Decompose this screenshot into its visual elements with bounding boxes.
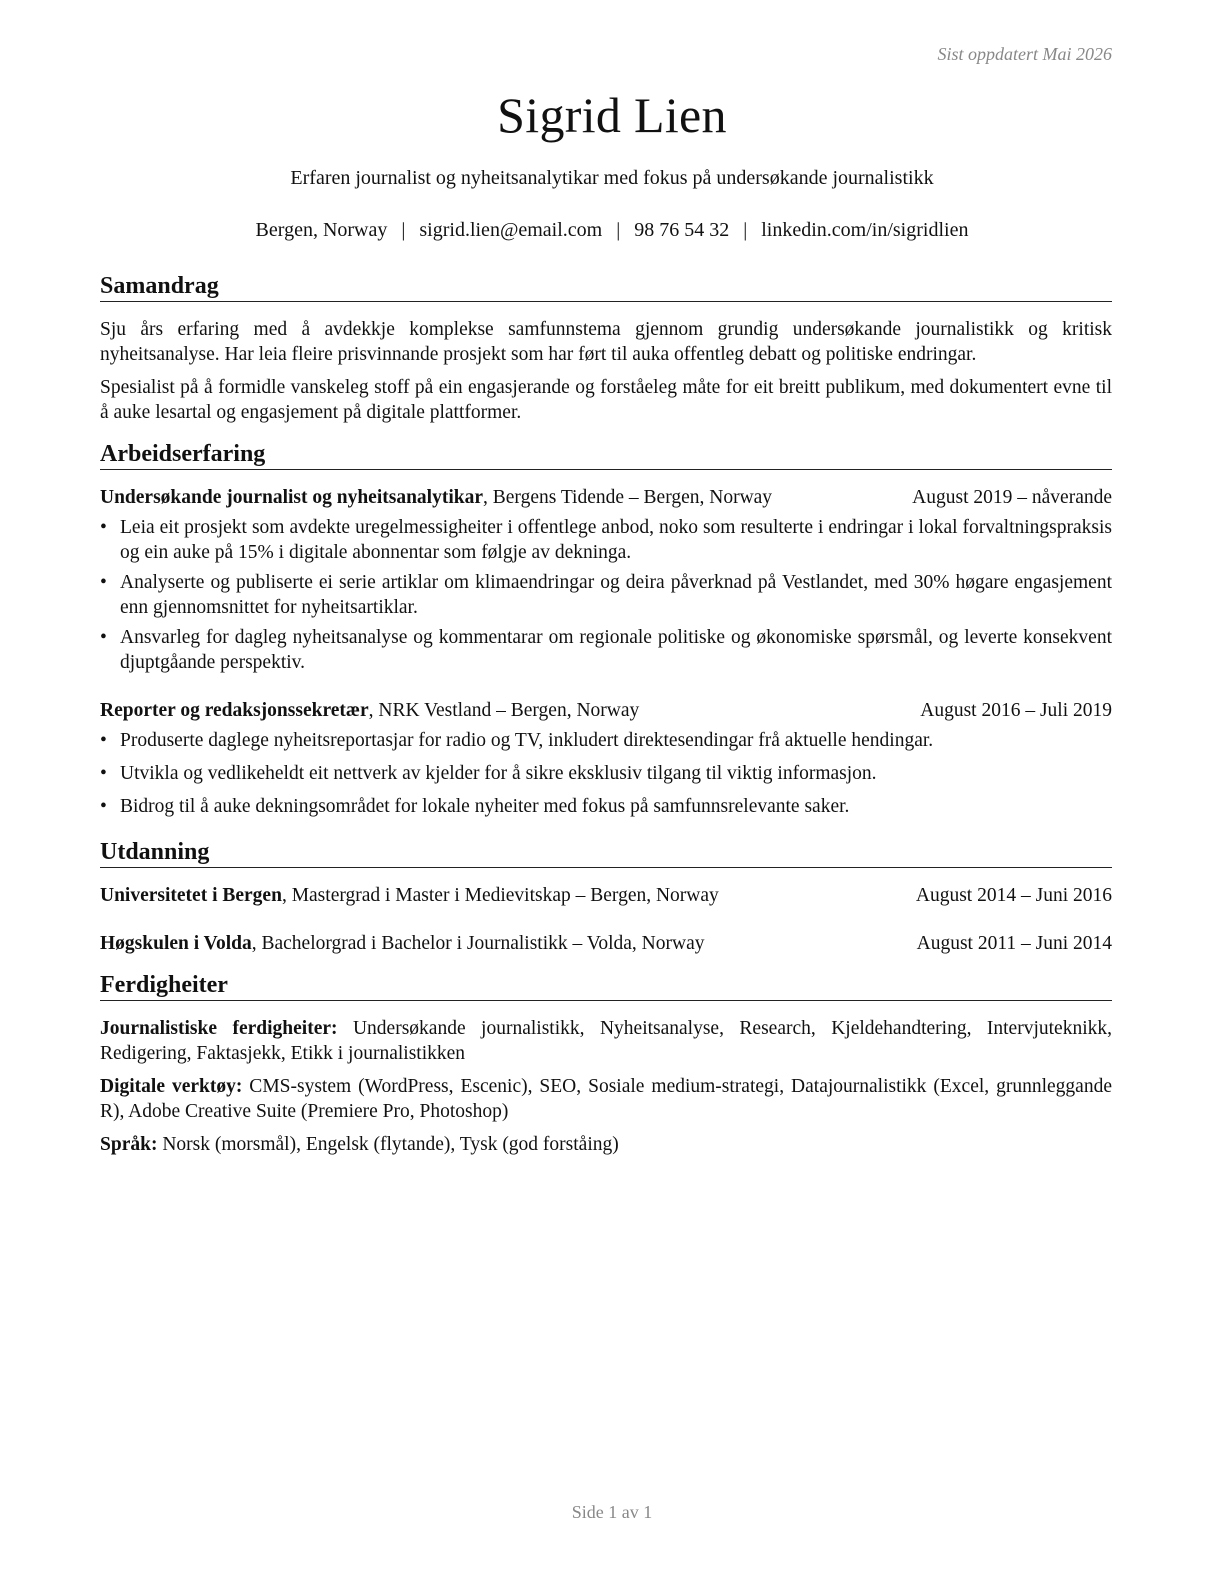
last-updated: Sist oppdatert Mai 2026	[937, 44, 1112, 64]
bullet-icon: •	[100, 796, 107, 817]
list-item	[100, 515, 1112, 565]
education-dates: August 2014 – Juni 2016	[915, 885, 1112, 906]
summary-paragraph: Sju års erfaring med å avdekkje komplekse samfunnstema gjennom grundig undersøkande journalistikk og kritisk nyheitsanalyse. Har leia fleire prisvinnande prosjekt som har ført til auka offentleg debatt og politiske endringar.	[100, 319, 1112, 365]
job-header	[100, 698, 1112, 723]
job-dates: August 2019 – nåverande	[912, 487, 1112, 508]
list-item	[100, 794, 1112, 819]
skill-value: CMS-system (WordPress, Escenic), SEO, Sosiale medium-strategi, Datajournalistikk (Excel, grunnleggande R), Adobe Creative Suite (Premiere Pro, Photoshop)	[100, 1076, 1112, 1122]
job-bullets	[100, 515, 1112, 675]
skill-label: Språk:	[100, 1134, 158, 1155]
job-bullets	[100, 728, 1112, 819]
job-org: , NRK Vestland – Bergen, Norway	[368, 700, 640, 721]
contact-separator: |	[616, 219, 621, 241]
education-school: Universitetet i Bergen	[100, 885, 282, 906]
education-entry	[100, 931, 1112, 956]
job-entry	[100, 698, 1112, 819]
contact-location: Bergen, Norway	[255, 219, 388, 241]
bullet-text: Bidrog til å auke dekningsområdet for lokale nyheiter med fokus på samfunnsrelevante saker.	[120, 796, 850, 817]
bullet-icon: •	[100, 730, 107, 751]
experience-section	[100, 440, 1112, 819]
section-title-experience: Arbeidserfaring	[100, 440, 1112, 470]
job-org: , Bergens Tidende – Bergen, Norway	[483, 487, 773, 508]
contact-separator: |	[401, 219, 406, 241]
skill-row	[100, 1132, 1112, 1157]
bullet-text: Utvikla og vedlikeheldt eit nettverk av kjelder for å sikre eksklusiv tilgang til viktig informasjon.	[120, 763, 877, 784]
education-school: Høgskulen i Volda	[100, 933, 252, 954]
skill-label: Digitale verktøy:	[100, 1076, 243, 1097]
skill-value: Undersøkande journalistikk, Nyheitsanalyse, Research, Kjeldehandtering, Intervjuteknikk, Redigering, Faktasjekk, Etikk i journalistikken	[100, 1018, 1112, 1064]
contact-phone: 98 76 54 32	[634, 219, 730, 241]
section-title-education: Utdanning	[100, 838, 1112, 868]
job-role: Undersøkande journalist og nyheitsanalytikar	[100, 487, 484, 508]
job-header	[100, 485, 1112, 510]
bullet-text: Analyserte og publiserte ei serie artiklar om klimaendringar og deira påverknad på Vestlandet, med 30% høgare engasjement enn gjennomsnittet for nyheitsartiklar.	[120, 572, 1112, 618]
job-entry	[100, 485, 1112, 675]
page-number: Side 1 av 1	[571, 1502, 653, 1522]
bullet-text: Ansvarleg for dagleg nyheitsanalyse og kommentarar om regionale politiske og økonomiske spørsmål, og leverte konsekvent djuptgåande perspektiv.	[120, 627, 1112, 673]
summary-section	[100, 272, 1112, 425]
job-dates: August 2016 – Juli 2019	[920, 700, 1112, 721]
education-detail: , Bachelorgrad i Bachelor i Journalistikk – Volda, Norway	[251, 933, 705, 954]
bullet-text: Produserte daglege nyheitsreportasjar for radio og TV, inkludert direktesendingar frå aktuelle hendingar.	[120, 730, 934, 751]
section-title-summary: Samandrag	[100, 272, 1112, 302]
bullet-icon: •	[100, 572, 107, 593]
education-entry	[100, 883, 1112, 908]
contact-separator: |	[743, 219, 748, 241]
candidate-name: Sigrid Lien	[497, 87, 727, 143]
skill-row	[100, 1074, 1112, 1124]
bullet-icon: •	[100, 517, 107, 538]
summary-paragraph: Spesialist på å formidle vanskeleg stoff på ein engasjerande og forståeleg måte for eit breitt publikum, med dokumentert evne til å auke lesartal og engasjement på digitale plattformer.	[100, 377, 1112, 423]
skills-section	[100, 971, 1112, 1157]
education-section	[100, 838, 1112, 956]
contact-line	[0, 219, 1224, 242]
education-detail: , Mastergrad i Master i Medievitskap – Bergen, Norway	[281, 885, 719, 906]
list-item	[100, 570, 1112, 620]
bullet-icon: •	[100, 627, 107, 648]
tagline: Erfaren journalist og nyheitsanalytikar med fokus på undersøkande journalistikk	[290, 167, 934, 189]
skill-value: Norsk (morsmål), Engelsk (flytande), Tysk (god forståing)	[157, 1134, 619, 1155]
list-item	[100, 761, 1112, 786]
section-title-skills: Ferdigheiter	[100, 971, 1112, 1001]
contact-linkedin[interactable]: linkedin.com/in/sigridlien	[761, 219, 969, 241]
skill-label: Journalistiske ferdigheiter:	[100, 1018, 338, 1039]
bullet-icon: •	[100, 763, 107, 784]
contact-email[interactable]: sigrid.lien@email.com	[419, 219, 603, 241]
education-dates: August 2011 – Juni 2014	[916, 933, 1112, 954]
bullet-text: Leia eit prosjekt som avdekte uregelmessigheiter i offentlege anbod, noko som resulterte i endringar i lokal forvaltningspraksis og ein auke på 15% i digitale abonnentar som følgje av dekninga.	[120, 517, 1112, 563]
job-role: Reporter og redaksjonssekretær	[100, 700, 369, 721]
skill-row	[100, 1016, 1112, 1066]
list-item	[100, 625, 1112, 675]
list-item	[100, 728, 1112, 753]
